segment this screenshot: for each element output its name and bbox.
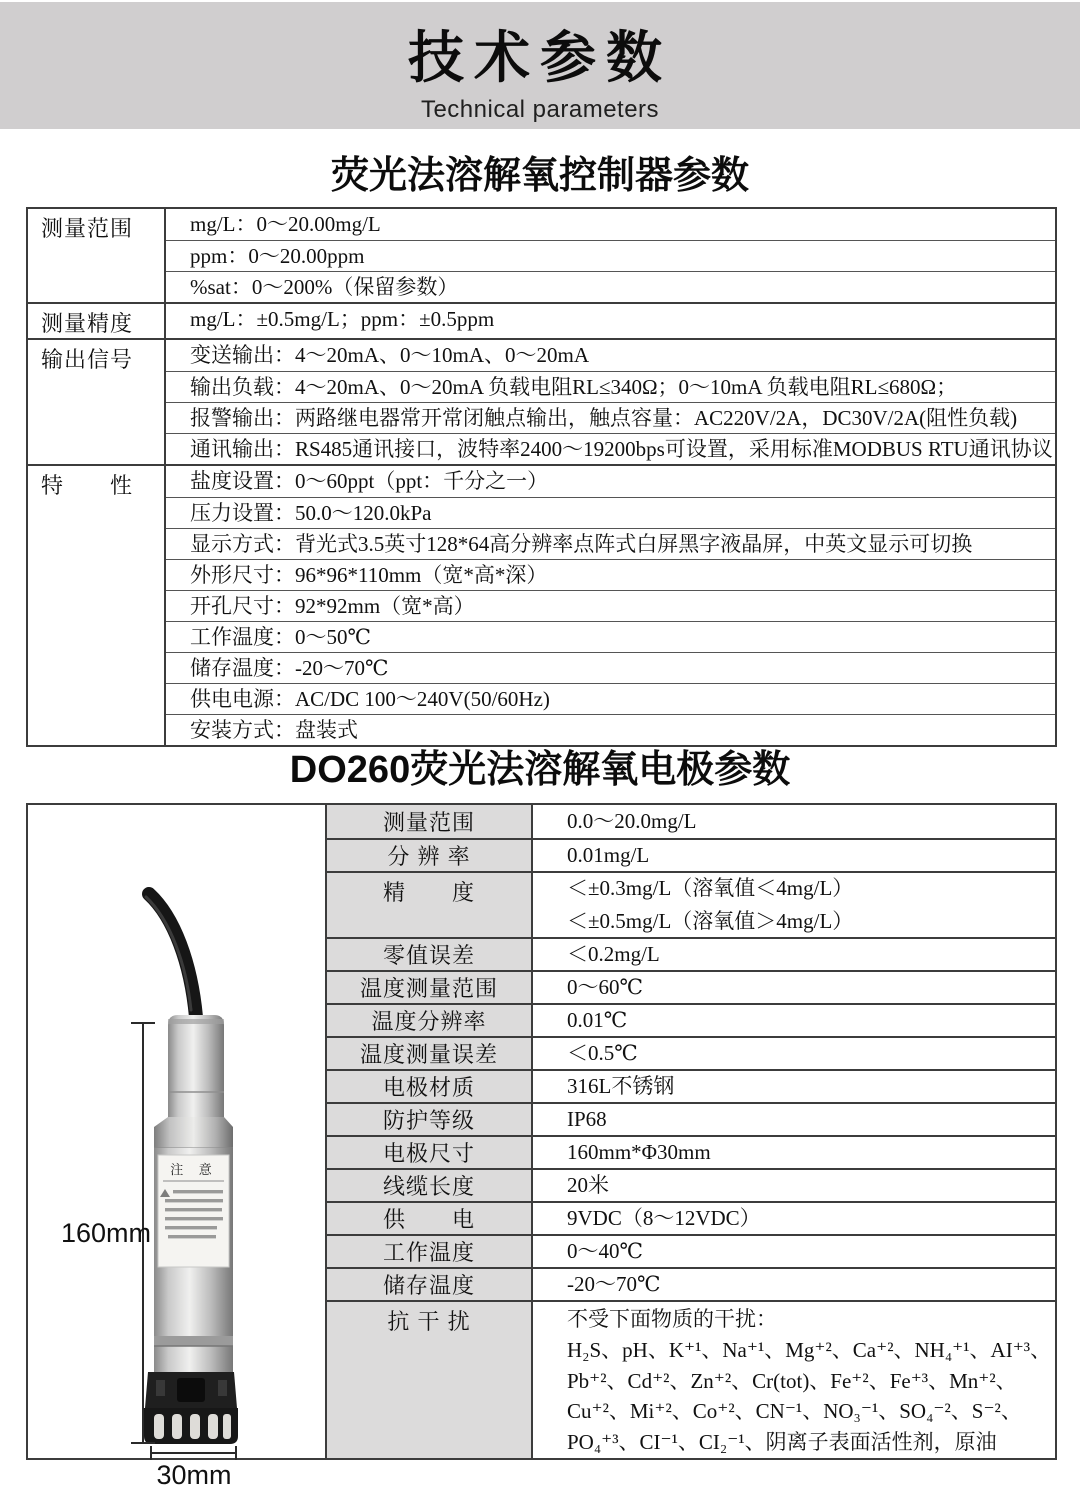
width-dimension-label: 30mm <box>156 1460 232 1490</box>
height-dimension-label: 160mm <box>60 1218 152 1248</box>
row-label: 电极材质 <box>327 1071 533 1102</box>
spec-value <box>533 939 1055 970</box>
spec-value-line: -20～70℃ <box>567 1272 661 1296</box>
table-row <box>327 937 1055 970</box>
banner <box>0 2 1080 129</box>
page-subtitle: Technical parameters <box>420 96 660 123</box>
table-row <box>327 1069 1055 1102</box>
row-label: 输出信号 <box>28 340 166 464</box>
spec-value <box>533 873 1055 937</box>
group-values <box>166 209 1055 302</box>
spec-value: 储存温度：-20～70℃ <box>166 652 1055 683</box>
spec-value <box>533 1071 1055 1102</box>
controller-group <box>28 302 1055 338</box>
spec-value: mg/L：0～20.00mg/L <box>190 212 381 236</box>
spec-value-line: H₂S、pH、K⁺¹、Na⁺¹、Mg⁺²、Ca⁺²、NH₄⁺¹、AI⁺³、 <box>567 1337 1052 1362</box>
row-label: 测量范围 <box>327 805 533 838</box>
page-title: 技术参数 <box>408 26 672 89</box>
width-dimension <box>151 1446 236 1460</box>
spec-value-line: Cu⁺²、Mi⁺²、Co⁺²、CN⁻¹、NO₃⁻¹、SO₄⁻²、S⁻²、 <box>567 1399 1022 1424</box>
row-label: 防护等级 <box>327 1104 533 1135</box>
spec-value-line: 160mm*Φ30mm <box>567 1140 711 1164</box>
spec-value-line: 9VDC（8～12VDC） <box>567 1206 761 1230</box>
spec-value: 外形尺寸：96*96*110mm（宽*高*深） <box>166 559 1055 590</box>
probe-warning-title: 注 意 <box>170 1162 218 1177</box>
table-row <box>327 1300 1055 1458</box>
table-row <box>327 1036 1055 1069</box>
spec-value <box>533 1104 1055 1135</box>
probe-cable <box>146 894 196 1017</box>
controller-group <box>28 464 1055 745</box>
spec-value-line: 0～60℃ <box>567 975 643 999</box>
row-label: 测量范围 <box>28 209 166 302</box>
spec-value <box>533 1236 1055 1267</box>
spec-value-line: ＜0.5℃ <box>567 1041 638 1065</box>
spec-value: 输出负载：4～20mA、0～20mA 负载电阻RL≤340Ω；0～10mA 负载电阻RL≤680Ω； <box>166 371 1055 402</box>
spec-value <box>533 1302 1055 1458</box>
probe-top-cap <box>168 1015 224 1117</box>
table-row <box>327 871 1055 937</box>
row-label: 零值误差 <box>327 939 533 970</box>
spec-value: 显示方式：背光式3.5英寸128*64高分辨率点阵式白屏黑字液晶屏，中英文显示可切换 <box>166 528 1055 559</box>
table-row <box>327 970 1055 1003</box>
row-label: 温度分辨率 <box>327 1005 533 1036</box>
row-label: 特 性 <box>28 466 166 745</box>
spec-value <box>533 840 1055 871</box>
spec-value: 变送输出：4～20mA、0～10mA、0～20mA <box>190 343 589 367</box>
spec-value: 通讯输出：RS485通讯接口，波特率2400～19200bps可设置，采用标准MODBUS RTU通讯协议 <box>166 433 1055 464</box>
spec-value: 盐度设置：0～60ppt（ppt：千分之一） <box>190 469 549 493</box>
spec-value: %sat：0～200%（保留参数） <box>166 271 1055 302</box>
spec-value: 压力设置：50.0～120.0kPa <box>166 497 1055 528</box>
spec-value <box>533 1269 1055 1300</box>
probe-illustration <box>28 805 325 1495</box>
spec-value-line: 0.0～20.0mg/L <box>567 809 697 833</box>
table-row <box>327 1267 1055 1300</box>
spec-value-line: 20米 <box>567 1173 609 1197</box>
probe-bottom-cap <box>144 1372 238 1444</box>
spec-value <box>533 805 1055 838</box>
spec-value <box>533 972 1055 1003</box>
spec-value <box>533 1005 1055 1036</box>
spec-value: ppm：0～20.00ppm <box>166 240 1055 271</box>
spec-value-line: Pb⁺²、Cd⁺²、Zn⁺²、Cr(tot)、Fe⁺²、Fe⁺³、Mn⁺²、 <box>567 1368 1017 1393</box>
group-values <box>166 304 1055 338</box>
table-row <box>327 838 1055 871</box>
spec-value-line: 不受下面物质的干扰： <box>567 1307 777 1331</box>
spec-value-line: 316L不锈钢 <box>567 1074 675 1098</box>
table-row <box>327 1234 1055 1267</box>
table-row <box>327 805 1055 838</box>
electrode-rows <box>327 805 1055 1458</box>
spec-value: mg/L：±0.5mg/L；ppm：±0.5ppm <box>190 307 495 331</box>
spec-value-line: IP68 <box>567 1107 607 1131</box>
row-label: 储存温度 <box>327 1269 533 1300</box>
spec-value-line: ＜±0.5mg/L（溶氧值＞4mg/L） <box>567 909 854 933</box>
spec-value: 供电电源：AC/DC 100～240V(50/60Hz) <box>166 683 1055 714</box>
spec-value-line: ＜±0.3mg/L（溶氧值＜4mg/L） <box>567 876 854 900</box>
spec-value <box>533 1038 1055 1069</box>
group-values <box>166 466 1055 745</box>
row-label: 线缆长度 <box>327 1170 533 1201</box>
table-row <box>327 1135 1055 1168</box>
spec-value <box>533 1203 1055 1234</box>
row-label: 供 电 <box>327 1203 533 1234</box>
row-label: 测量精度 <box>28 304 166 338</box>
table-row <box>327 1168 1055 1201</box>
spec-value-line: ＜0.2mg/L <box>567 942 660 966</box>
table-row <box>327 1003 1055 1036</box>
controller-section-heading: 荧光法溶解氧控制器参数 <box>330 155 749 197</box>
controller-group <box>28 338 1055 464</box>
probe-shoulder <box>154 1117 233 1148</box>
row-label: 工作温度 <box>327 1236 533 1267</box>
spec-value-line: PO₄⁺³、CI⁻¹、CI₂⁻¹、阴离子表面活性剂，原油 <box>567 1430 997 1455</box>
controller-table <box>26 207 1057 747</box>
spec-value: 开孔尺寸：92*92mm（宽*高） <box>166 590 1055 621</box>
spec-value <box>533 1170 1055 1201</box>
row-label: 分 辨 率 <box>327 840 533 871</box>
table-row <box>327 1102 1055 1135</box>
probe-warning-label <box>158 1155 229 1267</box>
probe-photo-cell <box>28 805 327 1490</box>
row-label: 电极尺寸 <box>327 1137 533 1168</box>
spec-value: 安装方式：盘装式 <box>166 714 1055 745</box>
row-label: 抗 干 扰 <box>327 1302 533 1458</box>
row-label: 温度测量误差 <box>327 1038 533 1069</box>
spec-value-line: 0～40℃ <box>567 1239 643 1263</box>
row-label: 精 度 <box>327 873 533 937</box>
electrode-section-heading: DO260荧光法溶解氧电极参数 <box>289 749 791 791</box>
spec-value-line: 0.01mg/L <box>567 843 650 867</box>
spec-value: 工作温度：0～50℃ <box>166 621 1055 652</box>
spec-value-line: 0.01℃ <box>567 1008 628 1032</box>
table-row <box>327 1201 1055 1234</box>
group-values <box>166 340 1055 464</box>
spec-value: 报警输出：两路继电器常开常闭触点输出，触点容量：AC220V/2A，DC30V/2A(阻性负载) <box>166 402 1055 433</box>
spec-value <box>533 1137 1055 1168</box>
row-label: 温度测量范围 <box>327 972 533 1003</box>
electrode-table <box>26 803 1057 1490</box>
controller-group <box>28 209 1055 302</box>
